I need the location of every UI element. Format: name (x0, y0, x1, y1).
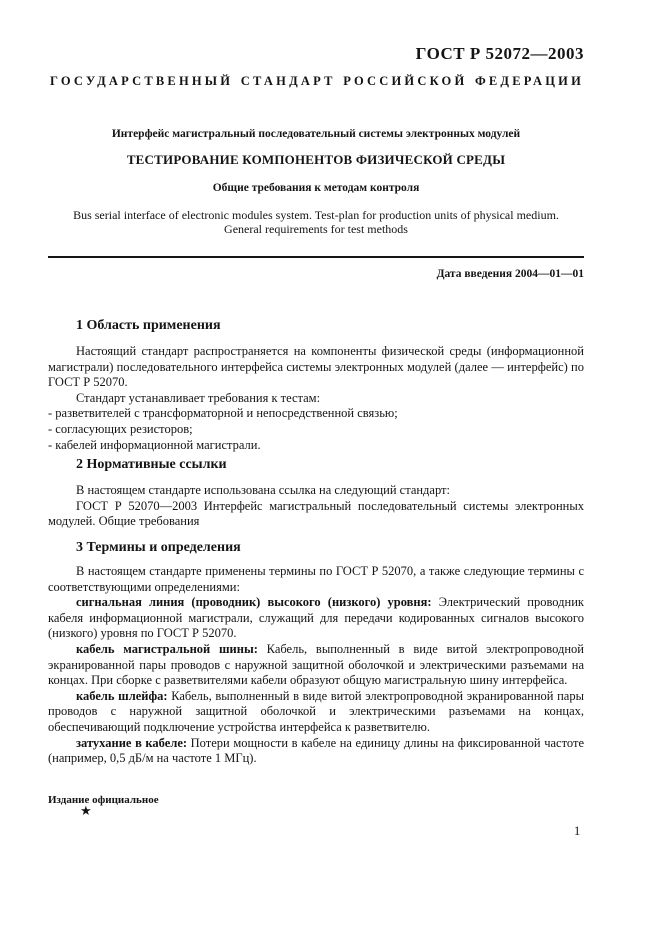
list-item: - разветвителей с трансформаторной и непосредственной связью; (48, 406, 398, 421)
list-item: - кабелей информационной магистрали. (48, 437, 261, 452)
section-2-paragraph: В настоящем стандарте использована ссылка на следующий стандарт: (76, 483, 450, 497)
section-1-heading: 1 Область применения (76, 318, 221, 333)
term-definition (48, 736, 584, 767)
term-definition (48, 642, 584, 689)
term-text: Кабель, выполненный в виде витой электропроводной экранированной пары проводов с наружной защитной оболочкой и электрическими разъемами на концах. При сборке с разветвителями кабели образуют общую магистральную шину интерфейса. (48, 641, 584, 688)
header-divider (48, 256, 584, 258)
section-3-paragraph: В настоящем стандарте применены термины по ГОСТ Р 52070, а также следующие термины с соответствующими определениями: (48, 564, 584, 594)
section-2-body (48, 483, 584, 530)
edition-note: Издание официальное (48, 794, 159, 806)
title-ru-main: ТЕСТИРОВАНИЕ КОМПОНЕНТОВ ФИЗИЧЕСКОЙ СРЕДЫ (126, 152, 506, 167)
title-ru-subtitle: Общие требования к методам контроля (212, 182, 420, 194)
title-en-line1: Bus serial interface of electronic modules system. Test-plan for production units of physical medium. (73, 208, 559, 222)
term-definition (48, 595, 584, 642)
star-icon: ★ (80, 803, 92, 818)
list-item: - согласующих резисторов; (48, 421, 193, 436)
section-2-heading: 2 Нормативные ссылки (76, 457, 227, 472)
intro-date: Дата введения 2004—01—01 (436, 268, 584, 280)
title-ru-line1: Интерфейс магистральный последовательный системы электронных модулей (111, 128, 521, 140)
section-3-heading: 3 Термины и определения (76, 540, 241, 555)
section-1-body (48, 344, 584, 453)
term-text: Кабель, выполненный в виде витой электропроводной экранированной пары проводов с наружной защитной оболочкой и электрическими разъемами на концах, обеспечивающий подключение устройства интерфейса к разветвителю. (48, 688, 584, 734)
term-name: затухание в кабеле: (76, 735, 188, 750)
term-text: Потери мощности в кабеле на единицу длины на фиксированной частоте (например, 0,5 дБ/м на частоте 1 МГц). (48, 735, 584, 766)
section-1-paragraph: Настоящий стандарт распространяется на компоненты физической среды (информационной магистрали) последовательного интерфейса системы электронных модулей (далее — интерфейс) по ГОСТ Р 52070. (48, 344, 584, 390)
title-en (48, 208, 584, 236)
term-name: кабель шлейфа: (76, 688, 168, 703)
title-en-line2: General requirements for test methods (224, 222, 408, 236)
document-code: ГОСТ Р 52072—2003 (415, 44, 584, 63)
page-number: 1 (574, 824, 581, 838)
federation-standard-header: ГОСУДАРСТВЕННЫЙ СТАНДАРТ РОССИЙСКОЙ ФЕДЕРАЦИИ (50, 74, 584, 88)
term-definition (48, 689, 584, 736)
section-3-body (48, 564, 584, 767)
term-name: сигнальная линия (проводник) высокого (низкого) уровня: (76, 595, 432, 610)
term-text: Электрический проводник кабеля информационной магистрали, служащий для передачи кодированных сигналов высокого (низкого) уровня по ГОСТ Р 52070. (48, 595, 584, 641)
section-1-paragraph: Стандарт устанавливает требования к тестам: (76, 390, 321, 405)
term-name: кабель магистральной шины: (76, 641, 258, 656)
normative-reference: ГОСТ Р 52070—2003 Интерфейс магистральный последовательный системы электронных модулей. Общие требования (48, 498, 584, 529)
